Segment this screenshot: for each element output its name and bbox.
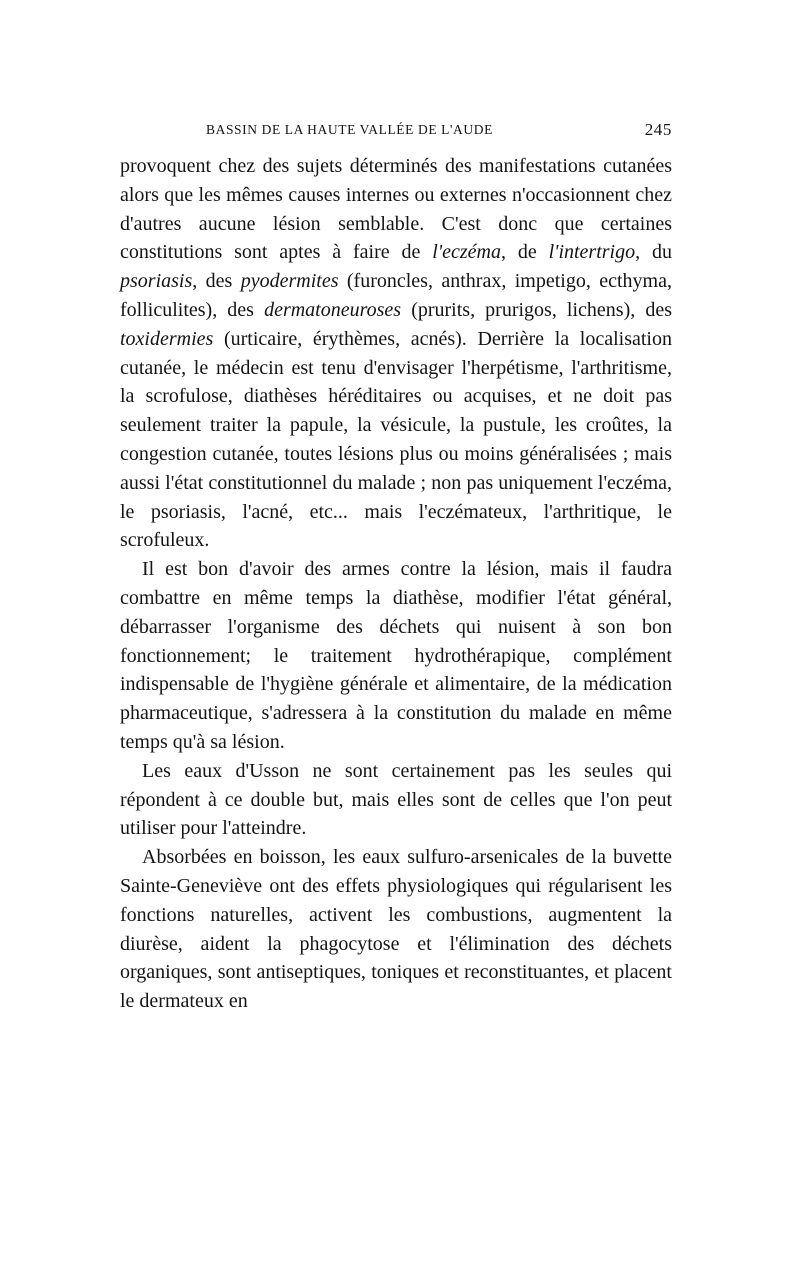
- text-run: , des: [192, 270, 241, 293]
- paragraph-4: Absorbées en boisson, les eaux sulfuro-arsenicales de la buvette Sainte-Geneviève ont des effets physiologiques qui régularisent les fonctions naturelles, activent les combustions, augmentent la diurèse, aident la phagocytose et l'élimination des déchets organiques, sont antiseptiques, toniques et reconstituantes, et placent le dermateux en: [120, 846, 672, 1013]
- italic-term-dermatoneuroses: dermatoneuroses: [264, 298, 402, 321]
- body-text: [120, 152, 672, 1016]
- text-run: provoquent chez des sujets déterminés des manifestations cutanées alors que les mêmes causes internes ou externes n'occasionnent chez d'autres aucune lésion semblable. C'est donc que certaines constitutions sont aptes à faire de: [120, 155, 672, 264]
- book-page: [120, 116, 672, 1016]
- text-run: (furoncles, anthrax, impetigo, ecthyma, folliculites), des: [120, 270, 672, 321]
- italic-term-intertrigo: l'intertrigo: [548, 241, 636, 264]
- paragraph-2: Il est bon d'avoir des armes contre la lésion, mais il faudra combattre en même temps la diathèse, modifier l'état général, débarrasser l'organisme des déchets qui nuisent à son bon fonctionnement; le traitement hydrothérapique, complément indispensable de l'hygiène générale et alimentaire, de la médication pharmaceutique, s'adressera à la constitution du malade en même temps qu'à sa lésion.: [120, 558, 672, 753]
- paragraph-3: Les eaux d'Usson ne sont certainement pas les seules qui répondent à ce double but, mais elles sont de celles que l'on peut utiliser pour l'atteindre.: [120, 759, 672, 840]
- running-title: BASSIN DE LA HAUTE VALLÉE DE L'AUDE: [206, 122, 493, 137]
- italic-term-eczema: l'eczéma: [432, 241, 501, 264]
- page-number: 245: [644, 120, 672, 139]
- italic-term-psoriasis: psoriasis: [120, 270, 193, 293]
- text-run: , de: [500, 241, 549, 264]
- italic-term-toxidermies: toxidermies: [120, 327, 214, 350]
- text-run: (prurits, prurigos, lichens), des: [401, 298, 672, 321]
- text-run: , du: [635, 241, 672, 264]
- italic-term-pyodermites: pyodermites: [240, 270, 339, 293]
- running-header: [120, 116, 672, 144]
- paragraph-1: [120, 152, 672, 555]
- text-run: (urticaire, érythèmes, acnés). Derrière la localisation cutanée, le médecin est tenu d'envisager l'herpétisme, l'arthritisme, la scrofulose, diathèses héréditaires ou acquises, et ne doit pas seulement traiter la papule, la vésicule, la pustule, les croûtes, la congestion cutanée, toutes lésions plus ou moins généralisées ; mais aussi l'état constitutionnel du malade ; non pas uniquement l'eczéma, le psoriasis, l'acné, etc... mais l'eczémateux, l'arthritique, le scrofuleux.: [120, 327, 672, 552]
